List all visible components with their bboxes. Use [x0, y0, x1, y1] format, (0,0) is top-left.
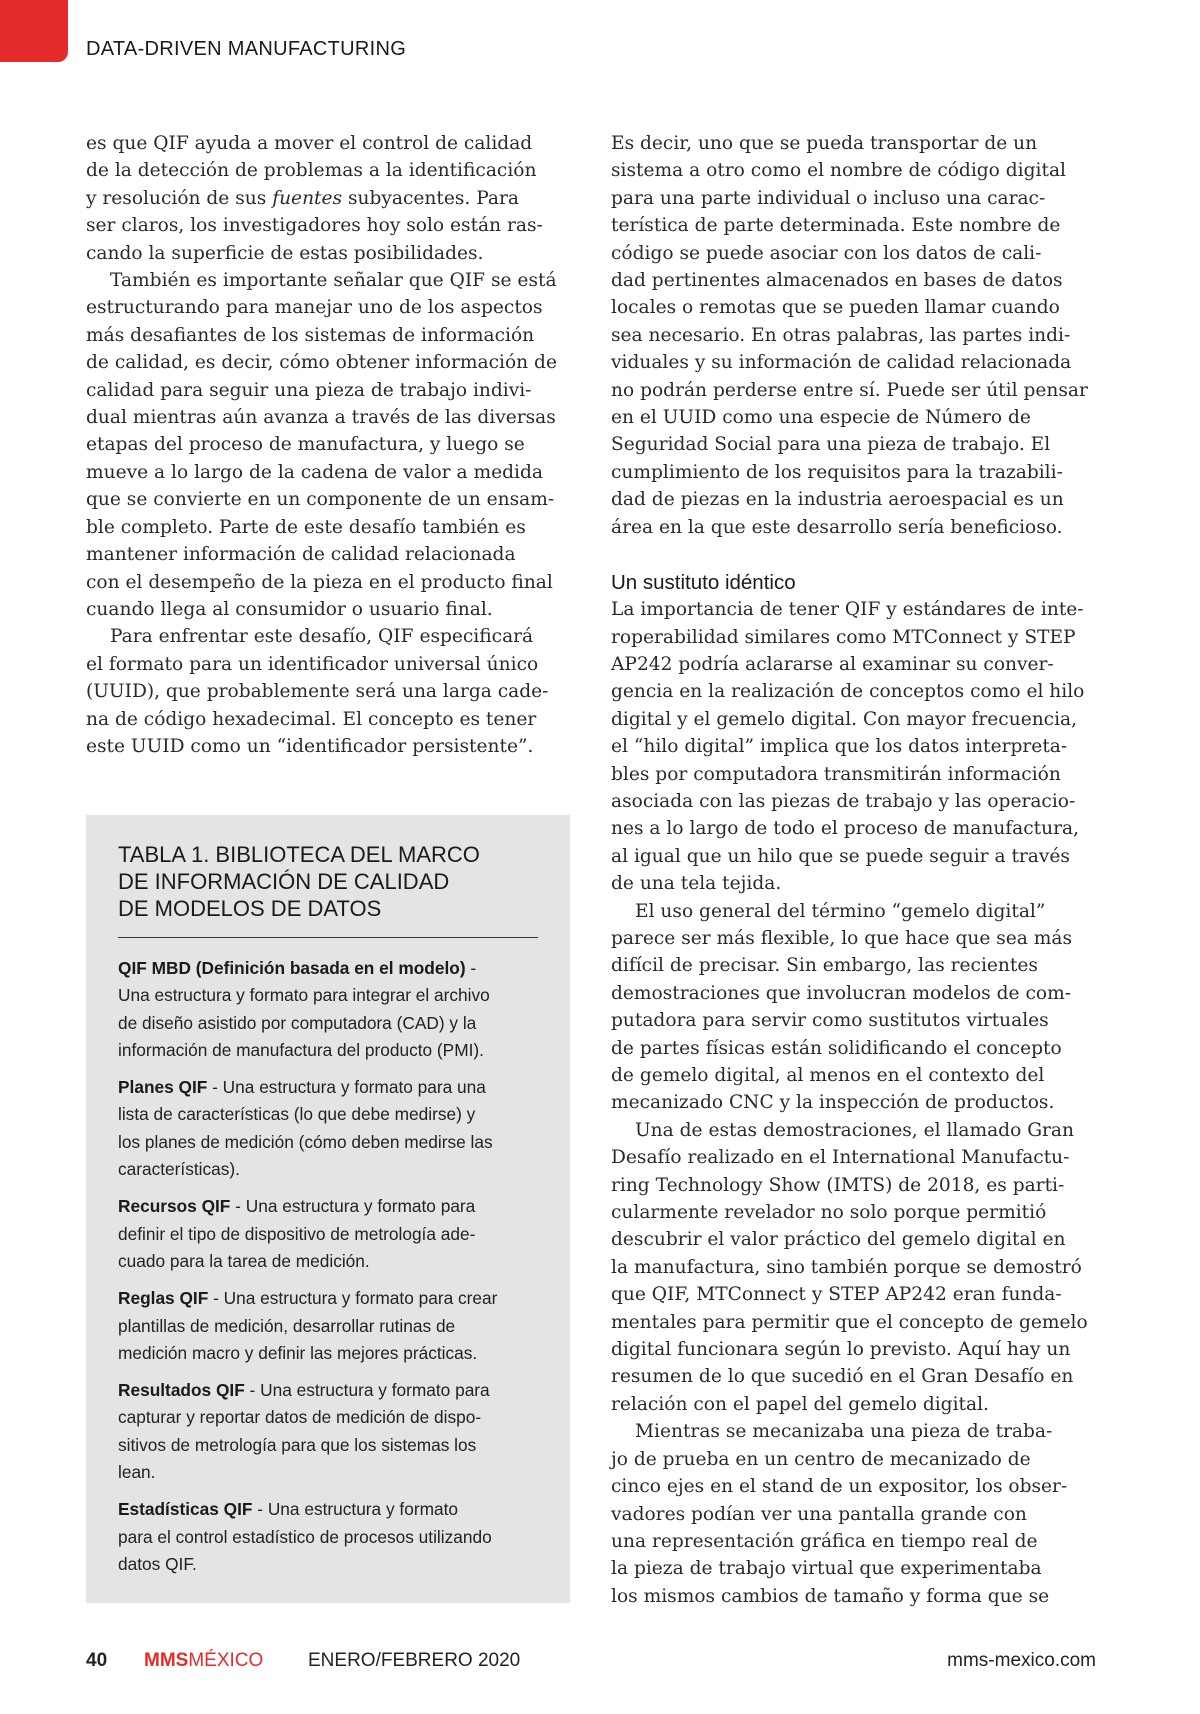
text-line: putadora para servir como sustitutos virtuales: [611, 1010, 1049, 1032]
text-line: bles por computadora transmitirán información: [611, 763, 1061, 785]
text-line: cumplimiento de los requisitos para la trazabili-: [611, 461, 1063, 483]
text-segment: - Una estructura y formato para: [230, 1196, 476, 1217]
text-line: de calidad, es decir, cómo obtener información de: [86, 352, 557, 374]
text-line: Para enfrentar este desafío, QIF especificará: [110, 626, 534, 648]
text-line: demostraciones que involucran modelos de com-: [611, 982, 1071, 1004]
text-segment: -: [465, 958, 477, 978]
text-line: de gemelo digital, al menos en el contexto del: [611, 1065, 1045, 1086]
text-line: nes a lo largo de todo el proceso de manufactura,: [611, 818, 1080, 840]
text-line: la pieza de trabajo virtual que experimentaba: [611, 1558, 1042, 1580]
text-line: Desafío realizado en el International Manufactu-: [611, 1147, 1070, 1169]
text-line: código se puede asociar con los datos de cali-: [611, 242, 1042, 264]
text-line: que QIF, MTConnect y STEP AP242 eran funda-: [611, 1284, 1062, 1306]
entry-term: Planes QIF: [118, 1077, 208, 1098]
text-line: al igual que un hilo que se puede seguir a través: [611, 845, 1070, 867]
italic-word: fuentes: [272, 187, 343, 209]
text-line: [118, 1193, 548, 1220]
text-line: es que QIF ayuda a mover el control de calidad: [86, 133, 533, 154]
magazine-name-bold: MMS: [144, 1650, 189, 1671]
table-entry-resultados: [118, 1377, 548, 1486]
entry-term: Estadísticas QIF: [118, 1499, 253, 1520]
text-line: terística de parte determinada. Este nombre de: [611, 215, 1061, 237]
page-number: 40: [86, 1650, 108, 1671]
text-line: viduales y su información de calidad relacionada: [611, 352, 1072, 374]
text-line: más desafiantes de los sistemas de información: [86, 324, 535, 346]
text-line: estructurando para manejar uno de los aspectos: [86, 297, 543, 319]
website-url: mms-mexico.com: [947, 1650, 1096, 1671]
text-line: na de código hexadecimal. El concepto es tener: [86, 708, 537, 730]
text-line: parece ser más flexible, lo que hace que sea más: [611, 927, 1073, 949]
table-entry-recursos: [118, 1193, 548, 1275]
text-line: este UUID como un “identificador persistente”.: [86, 735, 534, 757]
text-segment: y resolución de sus: [86, 187, 273, 209]
text-line: para el control estadístico de procesos utilizando: [118, 1526, 492, 1547]
text-line: etapas del proceso de manufactura, y luego se: [86, 434, 525, 456]
table-divider: [118, 937, 538, 938]
text-line: [118, 1377, 548, 1404]
text-line: [86, 185, 568, 212]
issue-date: ENERO/FEBRERO 2020: [308, 1650, 521, 1671]
text-line: Seguridad Social para una pieza de trabajo. El: [611, 434, 1051, 456]
text-line: de la detección de problemas a la identificación: [86, 160, 537, 182]
text-line: de partes físicas están solidificando el concepto: [611, 1037, 1062, 1059]
text-segment: - Una estructura y formato para: [244, 1380, 490, 1401]
text-line: También es importante señalar que QIF se está: [110, 270, 557, 292]
text-line: cinco ejes en el stand de un expositor, los obser-: [611, 1476, 1068, 1498]
text-line: definir el tipo de dispositivo de metrología ade-: [118, 1223, 476, 1244]
text-line: El uso general del término “gemelo digital”: [635, 900, 1046, 922]
table-entry-planes: [118, 1074, 548, 1183]
text-line: Una estructura y formato para integrar el archivo: [118, 985, 490, 1006]
magazine-name-rest: MÉXICO: [188, 1650, 264, 1671]
table-entry-estadisticas: [118, 1496, 548, 1578]
entry-term: Recursos QIF: [118, 1196, 231, 1217]
text-line: una representación gráfica en tiempo real de: [611, 1530, 1038, 1552]
text-line: cando la superficie de estas posibilidades.: [86, 242, 484, 264]
text-line: datos QIF.: [118, 1553, 197, 1574]
text-line: [118, 1285, 548, 1312]
right-paragraph-1: [611, 130, 1096, 541]
text-line: asociada con las piezas de trabajo y las operacio-: [611, 790, 1076, 812]
text-line: plantillas de medición, desarrollar rutinas de: [118, 1315, 456, 1336]
text-segment: subyacentes. Para: [342, 187, 519, 209]
text-line: características).: [118, 1159, 240, 1180]
right-paragraph-3: [611, 898, 1096, 1117]
right-paragraph-2: [611, 596, 1096, 897]
text-line: de una tela tejida.: [611, 873, 782, 895]
text-line: lista de características (lo que debe medirse) y: [118, 1104, 476, 1125]
text-line: mecanizado CNC y la inspección de productos.: [611, 1092, 1055, 1114]
entry-term: Resultados QIF: [118, 1380, 245, 1401]
text-line: cuando llega al consumidor o usuario final.: [86, 598, 493, 620]
text-line: resumen de lo que sucedió en el Gran Desafío en: [611, 1366, 1074, 1388]
text-line: área en la que este desarrollo sería beneficioso.: [611, 516, 1063, 538]
text-line: lean.: [118, 1462, 156, 1483]
table-entry-mbd: [118, 955, 548, 1064]
text-line: cuado para la tarea de medición.: [118, 1250, 370, 1271]
text-line: [118, 1496, 548, 1523]
text-line: medición macro y definir las mejores prácticas.: [118, 1342, 478, 1363]
text-line: no podrán perderse entre sí. Puede ser útil pensar: [611, 379, 1088, 401]
table-entry-reglas: [118, 1285, 548, 1367]
table-sidebar: [86, 815, 570, 1603]
table-entries: [118, 955, 548, 1588]
right-paragraph-4: [611, 1117, 1096, 1418]
table-title-line: DE MODELOS DE DATOS: [118, 896, 382, 921]
text-line: Es decir, uno que se pueda transportar de un: [611, 133, 1038, 154]
text-line: digital funcionara según lo previsto. Aquí hay un: [611, 1339, 1071, 1361]
text-segment: - Una estructura y formato para crear: [208, 1288, 498, 1309]
entry-term: QIF MBD (Definición basada en el modelo): [118, 958, 466, 978]
entry-term: Reglas QIF: [118, 1288, 209, 1309]
text-line: digital y el gemelo digital. Con mayor frecuencia,: [611, 708, 1078, 730]
left-paragraph-1: [86, 130, 568, 267]
text-line: los mismos cambios de tamaño y forma que se: [611, 1585, 1050, 1607]
text-line: [118, 1074, 548, 1101]
text-line: capturar y reportar datos de medición de dispo-: [118, 1407, 482, 1428]
text-line: el formato para un identificador universal único: [86, 653, 539, 675]
magazine-name: [144, 1650, 264, 1672]
text-line: difícil de precisar. Sin embargo, las recientes: [611, 955, 1038, 977]
text-line: mantener información de calidad relacionada: [86, 544, 516, 566]
text-line: (UUID), que probablemente será una larga cade-: [86, 681, 549, 703]
text-line: gencia en la realización de conceptos como el hilo: [611, 681, 1085, 703]
text-line: roperabilidad similares como MTConnect y STEP: [611, 626, 1076, 648]
text-line: los planes de medición (cómo deben medirse las: [118, 1131, 493, 1152]
table-title-line: TABLA 1. BIBLIOTECA DEL MARCO: [118, 842, 480, 867]
table-title-line: DE INFORMACIÓN DE CALIDAD: [118, 869, 450, 894]
text-line: ser claros, los investigadores hoy solo están ras-: [86, 215, 543, 237]
text-line: sea necesario. En otras palabras, las partes indi-: [611, 324, 1071, 346]
left-paragraph-3: [86, 623, 568, 760]
right-paragraph-5: [611, 1418, 1096, 1610]
text-line: sistema a otro como el nombre de código digital: [611, 160, 1066, 182]
text-line: información de manufactura del producto (PMI).: [118, 1039, 484, 1060]
text-line: calidad para seguir una pieza de trabajo indivi-: [86, 379, 532, 401]
text-line: dad de piezas en la industria aeroespacial es un: [611, 489, 1064, 511]
text-line: con el desempeño de la pieza en el producto final: [86, 571, 553, 593]
text-line: cularmente revelador no solo porque permitió: [611, 1202, 1047, 1224]
text-line: Una de estas demostraciones, el llamado Gran: [635, 1119, 1074, 1141]
left-paragraph-2: [86, 267, 568, 623]
text-line: mueve a lo largo de la cadena de valor a medida: [86, 461, 543, 483]
text-line: sitivos de metrología para que los sistemas los: [118, 1434, 477, 1455]
section-subheading: Un sustituto idéntico: [611, 571, 796, 595]
text-line: descubrir el valor práctico del gemelo digital en: [611, 1229, 1066, 1251]
text-line: AP242 podría aclararse al examinar su conver-: [611, 653, 1054, 675]
text-segment: - Una estructura y formato: [252, 1499, 458, 1520]
text-line: la manufactura, sino también porque se demostró: [611, 1256, 1082, 1278]
text-line: La importancia de tener QIF y estándares de inte-: [611, 599, 1084, 621]
text-line: el “hilo digital” implica que los datos interpreta-: [611, 736, 1068, 758]
section-label: DATA-DRIVEN MANUFACTURING: [86, 38, 407, 60]
text-line: para una parte individual o incluso una carac-: [611, 187, 1046, 209]
text-line: que se convierte en un componente de un ensam-: [86, 489, 555, 511]
page-footer: [86, 1650, 1096, 1678]
text-line: locales o remotas que se pueden llamar cuando: [611, 297, 1060, 319]
text-line: [118, 955, 548, 982]
text-line: ble completo. Parte de este desafío también es: [86, 516, 526, 538]
text-line: dual mientras aún avanza a través de las diversas: [86, 407, 556, 429]
text-line: ring Technology Show (IMTS) de 2018, es parti-: [611, 1174, 1065, 1196]
text-segment: - Una estructura y formato para una: [207, 1077, 486, 1098]
text-line: de diseño asistido por computadora (CAD) y la: [118, 1012, 477, 1033]
section-color-tab: [0, 0, 68, 62]
text-line: vadores podían ver una pantalla grande con: [611, 1503, 1027, 1525]
text-line: dad pertinentes almacenados en bases de datos: [611, 270, 1063, 292]
text-line: jo de prueba en un centro de mecanizado de: [611, 1448, 1031, 1470]
right-column: [611, 130, 1096, 1610]
table-title: [118, 841, 480, 922]
text-line: Mientras se mecanizaba una pieza de traba-: [635, 1421, 1053, 1443]
left-column: [86, 130, 568, 760]
text-line: relación con el papel del gemelo digital.: [611, 1393, 989, 1415]
text-line: mentales para permitir que el concepto de gemelo: [611, 1311, 1088, 1333]
text-line: en el UUID como una especie de Número de: [611, 407, 1031, 429]
